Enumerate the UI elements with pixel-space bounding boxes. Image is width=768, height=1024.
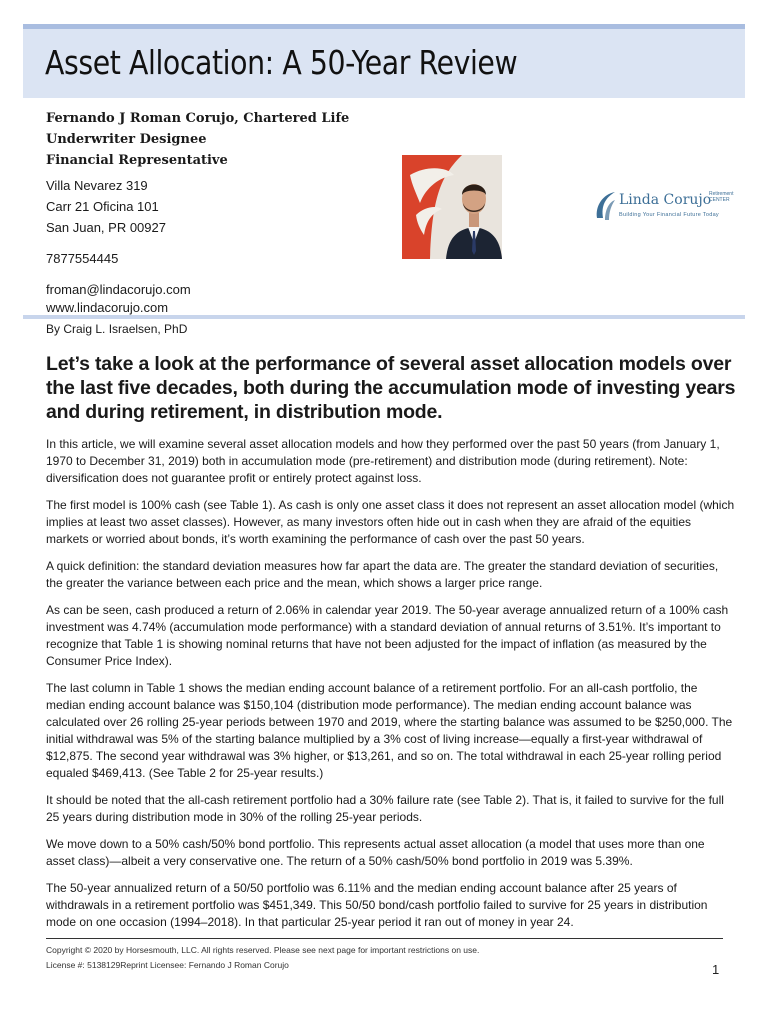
page-number: 1	[712, 962, 720, 977]
advisor-email[interactable]: froman@lindacorujo.com	[46, 282, 191, 297]
page-title: Asset Allocation: A 50-Year Review	[45, 43, 518, 82]
lede-heading: Let’s take a look at the performance of several asset allocation models over the last five decades, both during the accumulation mode of investing years and during retirement, in distribution mode.	[46, 353, 736, 423]
header-divider	[23, 315, 745, 319]
body-paragraph: A quick definition: the standard deviation measures how far apart the data are. The greater the standard deviation of securities, the greater the variance between each price and the mean, which shows a larger price range.	[46, 559, 719, 590]
company-logo	[593, 186, 748, 226]
address-line: Carr 21 Oficina 101	[46, 199, 159, 214]
footer-divider	[46, 938, 723, 939]
address-line: San Juan, PR 00927	[46, 220, 166, 235]
advisor-website[interactable]: www.lindacorujo.com	[46, 300, 169, 315]
address-line: Villa Nevarez 319	[46, 178, 148, 193]
body-paragraph: As can be seen, cash produced a return of 2.06% in calendar year 2019. The 50-year average annualized return of a 100% cash investment was 4.74% (accumulation mode performance) with a standard deviation of annual returns of 3.51%. It’s important to recognize that Table 1 is showing nominal returns that have not been adjusted for the impact of inflation (as measured by the Consumer Price Index).	[46, 603, 729, 668]
article-body	[46, 436, 736, 941]
logo-name: Linda Corujo	[619, 192, 712, 208]
body-paragraph: We move down to a 50% cash/50% bond portfolio. This represents actual asset allocation (a model that uses more than one asset class)—albeit a very conservative one. The return of a 50% cash/50% bond portfolio in 2019 was 5.39%.	[46, 837, 705, 868]
body-paragraph: In this article, we will examine several asset allocation models and how they performed over the past 50 years (from January 1, 1970 to December 31, 2019) both in accumulation mode (pre-retirement) and distribution mode (during retirement). Note: diversification does not guarantee profit or entirely protect against loss.	[46, 437, 720, 485]
byline: By Craig L. Israelsen, PhD	[46, 322, 188, 336]
logo-tagline: Building Your Financial Future Today	[619, 212, 719, 218]
advisor-title: Financial Representative	[46, 153, 228, 168]
advisor-name-line: Underwriter Designee	[46, 132, 207, 147]
swirl-logo-icon	[593, 188, 617, 222]
body-paragraph: The 50-year annualized return of a 50/50 portfolio was 6.11% and the median ending account balance after 25 years of withdrawals in a retirement portfolio was $451,349. This 50/50 bond/cash portfolio failed to survive for 25 years in distribution mode on one occasion (1994–2018). In that particular 25-year period it ran out of money in year 24.	[46, 881, 708, 929]
advisor-address	[46, 177, 386, 237]
advisor-phone: 7877554445	[46, 251, 119, 266]
logo-subtitle: Retirement CENTER	[709, 191, 734, 203]
body-paragraph: It should be noted that the all-cash retirement portfolio had a 30% failure rate (see Table 2). That is, it failed to survive for the full 25 years during distribution mode in 30% of the rolling 25-year periods.	[46, 793, 724, 824]
body-paragraph: The first model is 100% cash (see Table 1). As cash is only one asset class it does not represent an asset allocation model (which implies at least two asset classes). However, as many investors often hide out in cash when they are afraid of the equities markets or worried about bonds, it’s worth examining the performance of cash over the past 50 years.	[46, 498, 735, 546]
advisor-photo	[402, 155, 502, 259]
license-line: License #: 5138129Reprint Licensee: Fernando J Roman Corujo	[46, 960, 289, 970]
copyright-notice: Copyright © 2020 by Horsesmouth, LLC. All rights reserved. Please see next page for important restrictions on use.	[46, 945, 480, 955]
advisor-contact-block	[46, 108, 386, 317]
title-band	[23, 24, 745, 98]
advisor-name-line: Fernando J Roman Corujo, Chartered Life	[46, 111, 350, 126]
body-paragraph: The last column in Table 1 shows the median ending account balance of a retirement portfolio. For an all-cash portfolio, the median ending account balance was $150,104 (distribution mode performance). The median ending account balance was calculated over 26 rolling 25-year periods between 1970 and 2019, where the starting balance was assumed to be $250,000. The initial withdrawal was 5% of the starting balance multiplied by a 3% cost of living increase—equally a first-year withdrawal of $12,875. The second year withdrawal was 3% higher, or $13,261, and so on. The total withdrawal in each 25-year rolling period equaled $469,413. (See Table 2 for 25-year results.)	[46, 681, 733, 780]
